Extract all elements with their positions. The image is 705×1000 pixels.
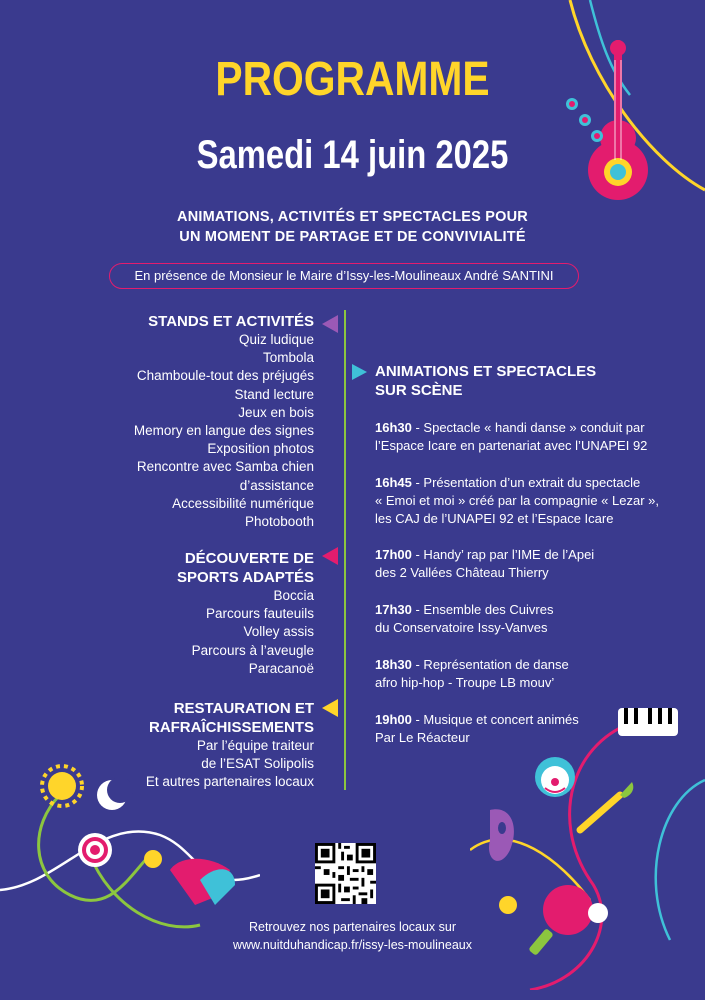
piano-icon xyxy=(618,708,678,736)
schedule-text: Par Le Réacteur xyxy=(375,730,470,745)
guitar-decoration xyxy=(530,0,705,220)
schedule-text: - Musique et concert animés xyxy=(411,712,579,727)
schedule-text: - Handy’ rap par l’IME de l’Apei xyxy=(411,547,595,562)
schedule-text: du Conservatoire Issy-Vanves xyxy=(375,620,548,635)
moon-icon xyxy=(97,777,133,810)
presence-banner: En présence de Monsieur le Maire d’Issy-les-Moulineaux André SANTINI xyxy=(109,263,579,289)
tennis-ball-icon xyxy=(144,850,162,868)
cyan-triangle-icon xyxy=(350,362,370,382)
schedule-time: 16h30 xyxy=(375,420,412,435)
mask-icon xyxy=(489,809,514,861)
stands-section xyxy=(134,312,314,531)
purple-triangle-icon xyxy=(318,313,340,335)
tennis-ball-icon xyxy=(499,896,517,914)
list-item: Photobooth xyxy=(244,514,314,530)
paintbrush-icon xyxy=(580,782,633,830)
schedule-text: « Emoi et moi » créé par la compagnie « Lezar », xyxy=(375,493,659,508)
food-title-line-1: RESTAURATION ET xyxy=(173,700,314,717)
list-item: Accessibilité numérique xyxy=(172,495,314,511)
ping-pong-icon xyxy=(528,885,608,956)
food-title-line-2: RAFRAÎCHISSEMENTS xyxy=(148,719,314,736)
list-item: Par l’équipe traiteur xyxy=(196,738,314,753)
list-item: Tombola xyxy=(262,350,314,366)
footer-link[interactable]: www.nuitduhandicap.fr/issy-les-moulineaux xyxy=(232,938,472,952)
schedule-item xyxy=(375,601,695,637)
target-icon xyxy=(78,833,112,867)
schedule-item xyxy=(375,474,695,528)
list-item: Chamboule-tout des préjugés xyxy=(136,368,314,384)
list-item: Memory en langue des signes xyxy=(133,423,314,439)
schedule-time: 18h30 xyxy=(375,657,412,672)
schedule-time: 16h45 xyxy=(375,475,412,490)
yellow-triangle-icon xyxy=(318,697,340,719)
bottom-left-decoration xyxy=(0,755,260,955)
pink-triangle-icon xyxy=(318,545,340,567)
column-divider xyxy=(344,310,346,790)
event-date: Samedi 14 juin 2025 xyxy=(196,133,509,177)
list-item: Volley assis xyxy=(243,624,314,640)
sports-title-line-2: SPORTS ADAPTÉS xyxy=(177,569,314,586)
schedule-text: - Ensemble des Cuivres xyxy=(411,602,554,617)
stands-title: STANDS ET ACTIVITÉS xyxy=(148,313,314,330)
schedule-text: - Présentation d’un extrait du spectacle xyxy=(411,475,641,490)
list-item: de l’ESAT Solipolis xyxy=(201,756,314,772)
schedule-text: - Spectacle « handi danse » conduit par xyxy=(411,420,645,435)
schedule-text: afro hip-hop - Troupe LB mouv’ xyxy=(375,675,555,690)
schedule-time: 19h00 xyxy=(375,712,412,727)
shows-section xyxy=(375,362,695,400)
clown-icon xyxy=(535,757,575,797)
handshake-icon xyxy=(170,859,235,905)
list-item: Boccia xyxy=(273,588,314,603)
list-item: Parcours fauteuils xyxy=(205,606,314,622)
schedule-item xyxy=(375,419,695,455)
sun-icon xyxy=(42,766,82,806)
schedule-text: l’Espace Icare en partenariat avec l’UNAPEI 92 xyxy=(375,438,648,453)
shows-title-line-2: SUR SCÈNE xyxy=(375,382,463,399)
list-item: Et autres partenaires locaux xyxy=(145,774,314,790)
list-item: Rencontre avec Samba chien xyxy=(136,459,314,475)
schedule-text: des 2 Vallées Château Thierry xyxy=(375,565,549,580)
bottom-right-decoration xyxy=(470,700,705,990)
page-title: PROGRAMME xyxy=(215,53,490,106)
list-item: Exposition photos xyxy=(207,441,314,457)
schedule-item xyxy=(375,546,695,582)
footer-text: Retrouvez nos partenaires locaux sur xyxy=(248,920,457,934)
subtitle-line-2: UN MOMENT DE PARTAGE ET DE CONVIVIALITÉ xyxy=(179,229,526,245)
schedule-time: 17h00 xyxy=(375,547,412,562)
list-item: Paracanoë xyxy=(248,660,314,676)
list-item: Parcours à l’aveugle xyxy=(191,642,314,658)
subtitle-line-1: ANIMATIONS, ACTIVITÉS ET SPECTACLES POUR xyxy=(177,209,528,225)
schedule-time: 17h30 xyxy=(375,602,412,617)
list-item: Quiz ludique xyxy=(238,332,314,347)
list-item: d’assistance xyxy=(239,477,314,493)
list-item: Jeux en bois xyxy=(238,404,314,420)
schedule-text: les CAJ de l’UNAPEI 92 et l’Espace Icare xyxy=(375,511,614,526)
sports-section xyxy=(177,549,314,678)
qr-code[interactable] xyxy=(315,843,376,904)
sports-title-line-1: DÉCOUVERTE DE xyxy=(184,550,314,567)
schedule-item xyxy=(375,656,695,692)
list-item: Stand lecture xyxy=(234,386,314,402)
shows-title-line-1: ANIMATIONS ET SPECTACLES xyxy=(375,363,597,380)
schedule-text: - Représentation de danse xyxy=(411,657,569,672)
